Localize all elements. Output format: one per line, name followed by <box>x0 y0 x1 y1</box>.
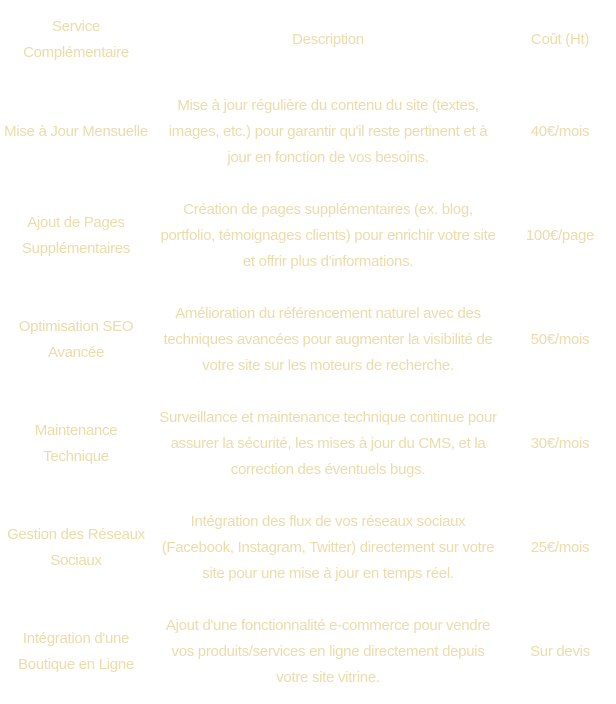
header-service <box>0 0 152 80</box>
service-description: Surveillance et maintenance technique continue pour assurer la sécurité, les mises à jour du CMS, et la correction des éventuels bugs. <box>159 409 497 478</box>
table-row <box>0 392 616 496</box>
service-cell <box>0 392 152 496</box>
header-cost-label: Coût (Ht) <box>530 31 590 48</box>
service-cost: 40€/mois <box>530 123 590 140</box>
service-cost: 100€/page <box>525 227 595 244</box>
service-name: Mise à Jour Mensuelle <box>4 123 148 140</box>
table-header <box>0 0 616 80</box>
table-row <box>0 184 616 288</box>
service-description: Création de pages supplémentaires (ex. blog, portfolio, témoignages clients) pour enrichir votre site et offrir plus d'informations. <box>160 201 496 270</box>
service-name: Optimisation SEO Avancée <box>18 318 134 361</box>
service-name: Ajout de Pages Supplémentaires <box>21 214 131 257</box>
service-description: Intégration des flux de vos réseaux sociaux (Facebook, Instagram, Twitter) directement sur votre site pour une mise à jour en temps réel. <box>161 513 495 582</box>
table-row <box>0 600 616 704</box>
header-cost <box>504 0 616 80</box>
table-body <box>0 80 616 704</box>
service-cell <box>0 496 152 600</box>
service-cost: 50€/mois <box>530 331 590 348</box>
service-description: Mise à jour régulière du contenu du site (textes, images, etc.) pour garantir qu'il reste pertinent et à jour en fonction de vos besoins. <box>168 97 488 166</box>
table-row <box>0 288 616 392</box>
service-name: Gestion des Réseaux Sociaux <box>7 526 145 569</box>
service-description: Ajout d'une fonctionnalité e-commerce pour vendre vos produits/services en ligne directement depuis votre site vitrine. <box>165 617 491 686</box>
description-cell <box>152 184 504 288</box>
service-cell <box>0 600 152 704</box>
header-description-label: Description <box>292 31 364 48</box>
table-row <box>0 496 616 600</box>
service-cell <box>0 80 152 184</box>
header-service-label: Service Complémentaire <box>23 18 129 61</box>
cost-cell <box>504 600 616 704</box>
service-name: Maintenance Technique <box>34 422 118 465</box>
service-cost: 30€/mois <box>530 435 590 452</box>
cost-cell <box>504 392 616 496</box>
service-name: Intégration d'une Boutique en Ligne <box>18 630 134 673</box>
table-header-row <box>0 0 616 80</box>
description-cell <box>152 288 504 392</box>
description-cell <box>152 600 504 704</box>
service-cost: 25€/mois <box>530 539 590 556</box>
cost-cell <box>504 184 616 288</box>
service-description: Amélioration du référencement naturel avec des techniques avancées pour augmenter la visibilité de votre site sur les moteurs de recherche. <box>163 305 493 374</box>
service-cell <box>0 184 152 288</box>
service-cost: Sur devis <box>530 643 590 660</box>
description-cell <box>152 392 504 496</box>
header-description <box>152 0 504 80</box>
description-cell <box>152 80 504 184</box>
cost-cell <box>504 80 616 184</box>
service-cell <box>0 288 152 392</box>
cost-cell <box>504 496 616 600</box>
table-row <box>0 80 616 184</box>
description-cell <box>152 496 504 600</box>
cost-cell <box>504 288 616 392</box>
